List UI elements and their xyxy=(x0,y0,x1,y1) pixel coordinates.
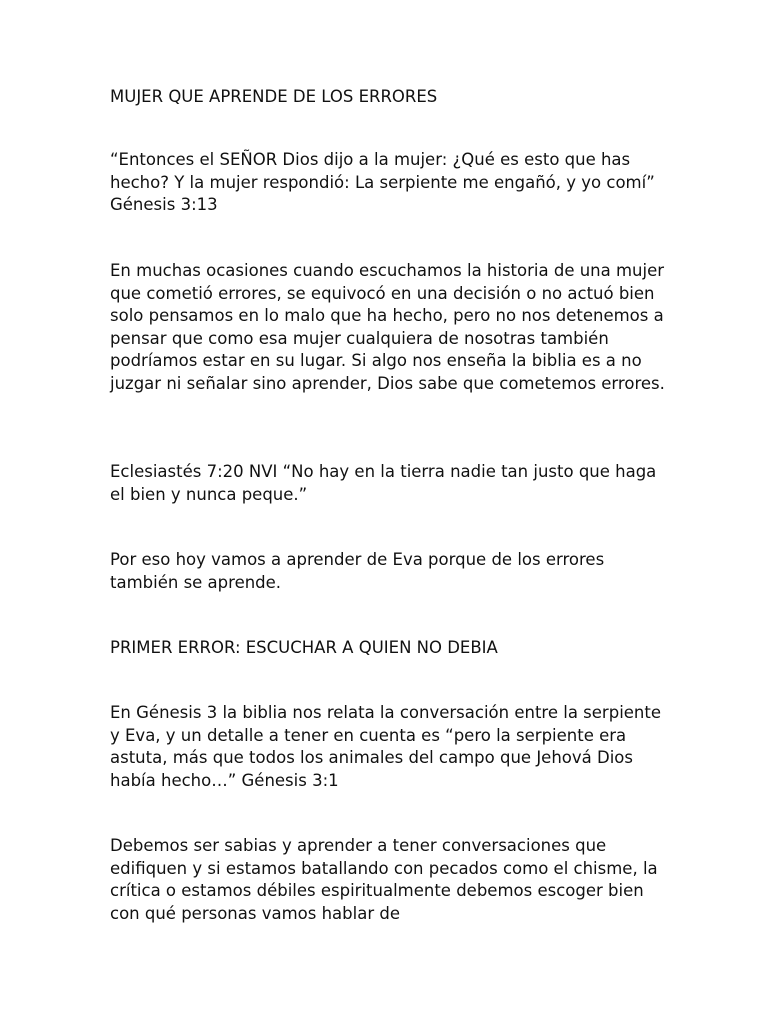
body-paragraph-conversations: Debemos ser sabias y aprender a tener conversaciones que edifiquen y si estamos batallando con pecados como el chisme, la crítica o estamos débiles espiritualmente debemos escoger bien con qué personas vamos hablar de xyxy=(110,836,658,923)
section-heading-first-error: PRIMER ERROR: ESCUCHAR A QUIEN NO DEBIA xyxy=(110,638,498,657)
body-paragraph-genesis-3: En Génesis 3 la biblia nos relata la conversación entre la serpiente y Eva, y un detalle a tener en cuenta es “pero la serpiente era astuta, más que todos los animales del campo que Jehová Dios había hecho…” Génesis 3:1 xyxy=(110,703,662,790)
section-heading-main: MUJER QUE APRENDE DE LOS ERRORES xyxy=(110,87,438,106)
body-paragraph-intro: En muchas ocasiones cuando escuchamos la historia de una mujer que cometió errores, se equivocó en una decisión o no actuó bien solo pensamos en lo malo que ha hecho, pero no nos detenemos a pensar que como esa mujer cualquiera de nosotras también podríamos estar en su lugar. Si algo nos enseña la biblia es a no juzgar ni señalar sino aprender, Dios sabe que cometemos errores. xyxy=(110,261,665,393)
body-paragraph-eva: Por eso hoy vamos a aprender de Eva porque de los errores también se aprende. xyxy=(110,550,605,592)
scripture-quote-eclesiastes: Eclesiastés 7:20 NVI “No hay en la tierra nadie tan justo que haga el bien y nunca peque.” xyxy=(110,462,657,504)
scripture-quote-genesis-3-13: “Entonces el SEÑOR Dios dijo a la mujer: ¿Qué es esto que has hecho? Y la mujer respondió: La serpiente me engañó, y yo comí” Génesis 3:13 xyxy=(110,150,655,214)
